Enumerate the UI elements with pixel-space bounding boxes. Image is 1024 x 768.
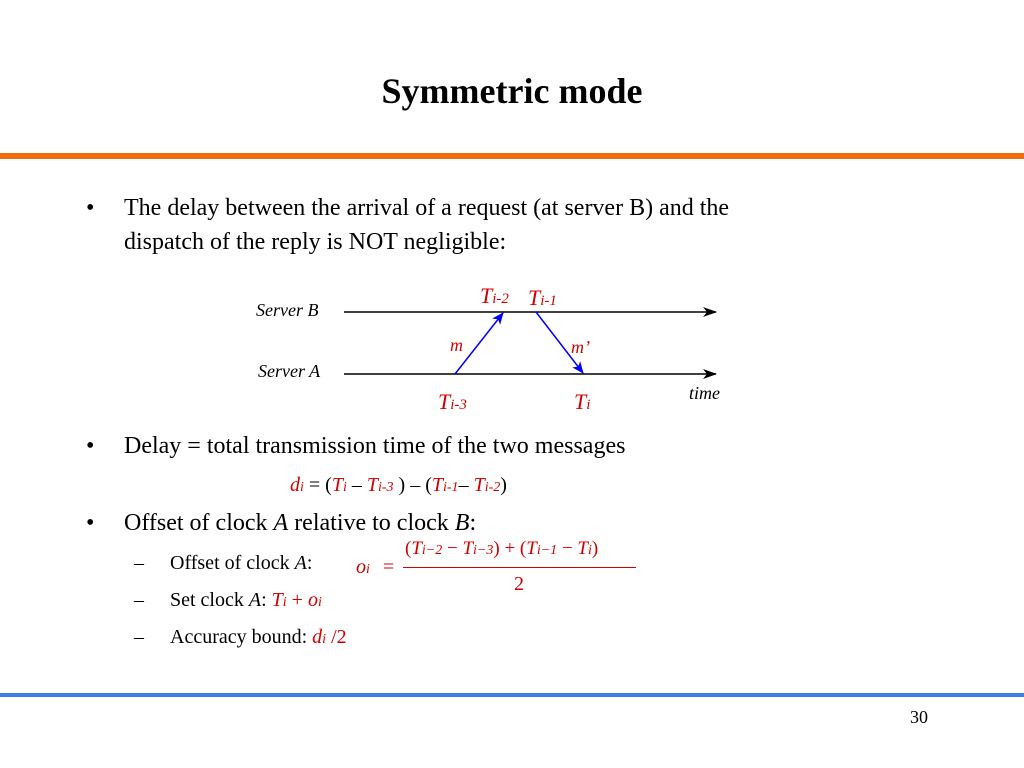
message-m-prime-label: m’ bbox=[571, 337, 590, 357]
offset-formula-lhs: oi = bbox=[356, 556, 395, 578]
server-a-label: Server A bbox=[258, 361, 321, 381]
time-label: time bbox=[689, 383, 720, 403]
fraction-bar bbox=[403, 567, 636, 568]
message-m-label: m bbox=[450, 335, 463, 355]
accuracy-formula: di /2 bbox=[312, 626, 347, 648]
bullet-marker: • bbox=[86, 433, 95, 459]
t-i-minus-2-label: Ti-2 bbox=[480, 283, 509, 308]
t-i-minus-1-label: Ti-1 bbox=[528, 285, 557, 310]
sub-bullet-set-clock: Set clock A: Ti + oi bbox=[170, 589, 322, 611]
footer-divider bbox=[0, 693, 1024, 697]
delay-formula: di = (Ti – Ti-3 ) – (Ti-1– Ti-2) bbox=[290, 474, 507, 496]
bullet-marker: • bbox=[86, 510, 95, 536]
set-clock-formula: Ti + oi bbox=[271, 589, 322, 611]
slide-title: Symmetric mode bbox=[381, 71, 643, 111]
bullet-delay-total: Delay = total transmission time of the two messages bbox=[124, 433, 626, 459]
server-b-label: Server B bbox=[256, 300, 319, 320]
sub-bullet-accuracy: Accuracy bound: di /2 bbox=[170, 626, 347, 648]
t-i-minus-3-label: Ti-3 bbox=[438, 389, 467, 414]
t-i-label: Ti bbox=[574, 389, 591, 414]
offset-formula-numerator: (Ti−2 − Ti−3) + (Ti−1 − Ti) bbox=[405, 538, 599, 559]
bullet-line: The delay between the arrival of a request (at server B) and the bbox=[124, 195, 730, 221]
sub-bullet-marker: – bbox=[134, 589, 144, 611]
bullet-offset-of-clock: Offset of clock A relative to clock B: bbox=[124, 510, 477, 536]
page-number: 30 bbox=[910, 707, 928, 727]
sub-bullet-offset-label: Offset of clock A: bbox=[170, 552, 313, 574]
bullet-marker: • bbox=[86, 195, 95, 221]
sub-bullet-marker: – bbox=[134, 626, 144, 648]
offset-formula-denominator: 2 bbox=[514, 573, 524, 595]
sub-bullet-marker: – bbox=[134, 552, 144, 574]
bullet-line: dispatch of the reply is NOT negligible: bbox=[124, 229, 507, 255]
